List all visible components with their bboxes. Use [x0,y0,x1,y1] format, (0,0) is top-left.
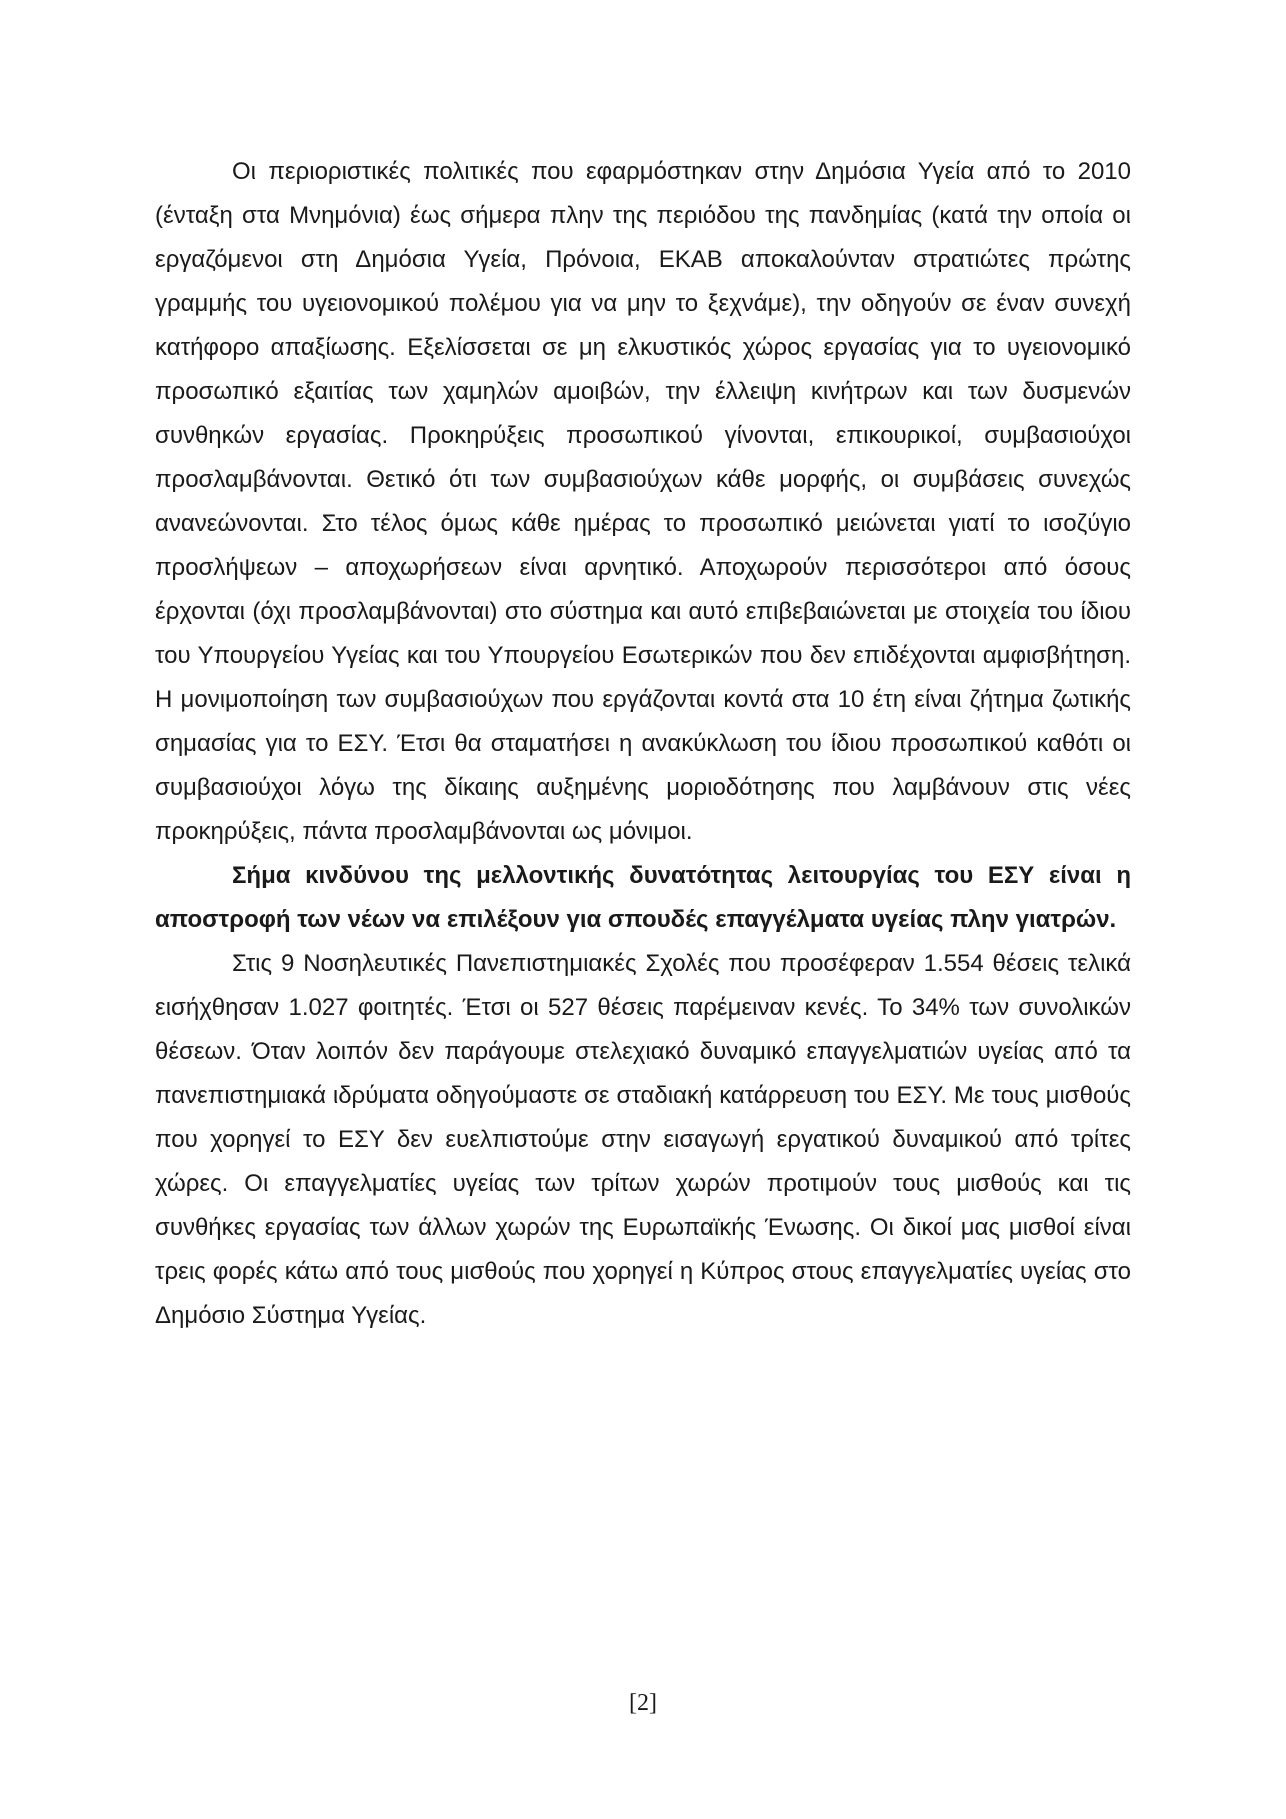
document-body [155,150,1131,1338]
page-number: [2] [629,1690,657,1716]
paragraph-warning-bold: Σήμα κινδύνου της μελλοντικής δυνατότητας λειτουργίας του ΕΣΥ είναι η αποστροφή των νέων να επιλέξουν για σπουδές επαγγέλματα υγείας πλην γιατρών. [155,862,1131,933]
paragraph-nursing-schools: Στις 9 Νοσηλευτικές Πανεπιστημιακές Σχολές που προσέφεραν 1.554 θέσεις τελικά εισήχθησαν 1.027 φοιτητές. Έτσι οι 527 θέσεις παρέμειναν κενές. Το 34% των συνολικών θέσεων. Όταν λοιπόν δεν παράγουμε στελεχιακό δυναμικό επαγγελματιών υγείας από τα πανεπιστημιακά ιδρύματα οδηγούμαστε σε σταδιακή κατάρρευση του ΕΣΥ. Με τους μισθούς που χορηγεί το ΕΣΥ δεν ευελπιστούμε στην εισαγωγή εργατικού δυναμικού από τρίτες χώρες. Οι επαγγελματίες υγείας των τρίτων χωρών προτιμούν τους μισθούς και τις συνθήκες εργασίας των άλλων χωρών της Ευρωπαϊκής Ένωσης. Οι δικοί μας μισθοί είναι τρεις φορές κάτω από τους μισθούς που χορηγεί η Κύπρος στους επαγγελματίες υγείας στο Δημόσιο Σύστημα Υγείας. [155,950,1131,1329]
paragraph-staffing-policies: Οι περιοριστικές πολιτικές που εφαρμόστηκαν στην Δημόσια Υγεία από το 2010 (ένταξη στα Μνημόνια) έως σήμερα πλην της περιόδου της πανδημίας (κατά την οποία οι εργαζόμενοι στη Δημόσια Υγεία, Πρόνοια, ΕΚΑΒ αποκαλούνταν στρατιώτες πρώτης γραμμής του υγειονομικού πολέμου για να μην το ξεχνάμε), την οδηγούν σε έναν συνεχή κατήφορο απαξίωσης. Εξελίσσεται σε μη ελκυστικός χώρος εργασίας για το υγειονομικό προσωπικό εξαιτίας των χαμηλών αμοιβών, την έλλειψη κινήτρων και των δυσμενών συνθηκών εργασίας. Προκηρύξεις προσωπικού γίνονται, επικουρικοί, συμβασιούχοι προσλαμβάνονται. Θετικό ότι των συμβασιούχων κάθε μορφής, οι συμβάσεις συνεχώς ανανεώνονται. Στο τέλος όμως κάθε ημέρας το προσωπικό μειώνεται γιατί το ισοζύγιο προσλήψεων – αποχωρήσεων είναι αρνητικό. Αποχωρούν περισσότεροι από όσους έρχονται (όχι προσλαμβάνονται) στο σύστημα και αυτό επιβεβαιώνεται με στοιχεία του ίδιου του Υπουργείου Υγείας και του Υπουργείου Εσωτερικών που δεν επιδέχονται αμφισβήτηση. Η μονιμοποίηση των συμβασιούχων που εργάζονται κοντά στα 10 έτη είναι ζήτημα ζωτικής σημασίας για το ΕΣΥ. Έτσι θα σταματήσει η ανακύκλωση του ίδιου προσωπικού καθότι οι συμβασιούχοι λόγω της δίκαιης αυξημένης μοριοδότησης που λαμβάνουν στις νέες προκηρύξεις, πάντα προσλαμβάνονται ως μόνιμοι. [155,158,1131,845]
